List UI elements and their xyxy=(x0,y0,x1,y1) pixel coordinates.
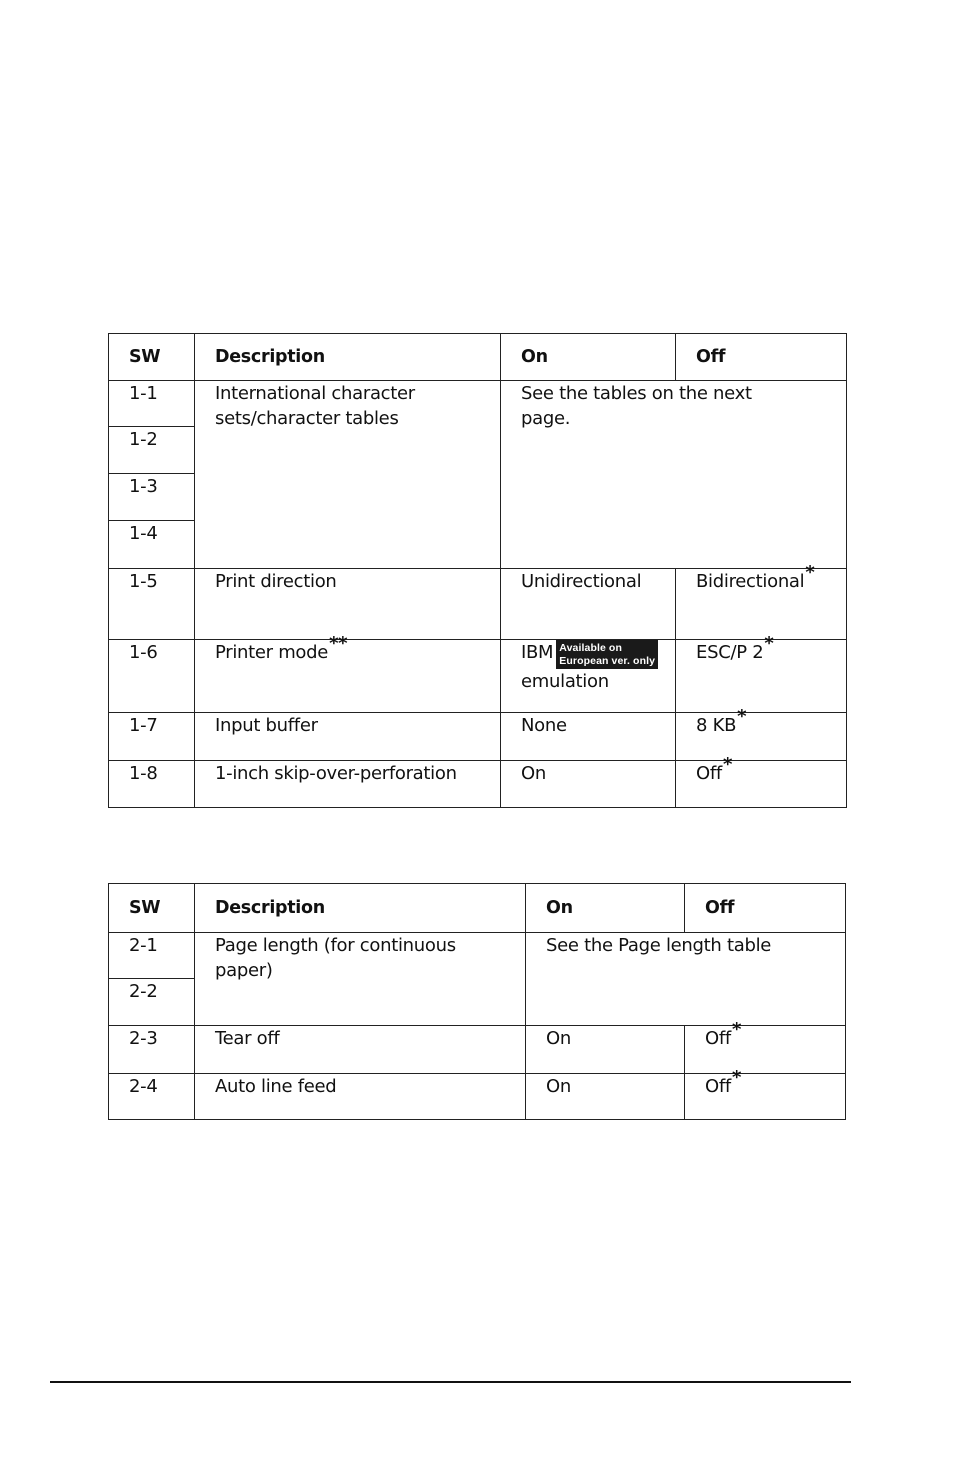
table-row xyxy=(109,1074,846,1120)
off-value-text: Off xyxy=(696,763,722,784)
value-cell xyxy=(501,381,847,569)
table-row xyxy=(109,761,847,808)
off-value xyxy=(676,754,847,808)
on-value xyxy=(501,640,676,713)
on-value-line: emulation xyxy=(521,671,609,692)
description-cell xyxy=(195,933,526,1026)
description-line: paper) xyxy=(215,960,273,981)
switch-number: 1-4 xyxy=(109,521,195,569)
switch-number: 1-1 xyxy=(109,381,195,427)
on-value-line xyxy=(521,640,675,669)
table-row xyxy=(109,933,846,979)
header-on: On xyxy=(501,334,676,381)
switch-number: 1-5 xyxy=(109,569,195,640)
off-value xyxy=(676,562,847,640)
table-header-row xyxy=(109,334,847,381)
switch-number: 1-6 xyxy=(109,640,195,713)
footer-rule xyxy=(50,1381,851,1383)
off-value-text: 8 KB xyxy=(696,715,737,736)
description-cell xyxy=(195,633,501,713)
table-row xyxy=(109,640,847,713)
header-off: Off xyxy=(685,884,846,933)
off-value-text: Bidirectional xyxy=(696,571,805,592)
on-value-text: IBM xyxy=(521,642,554,663)
off-value xyxy=(685,1067,846,1120)
default-mark: * xyxy=(805,562,815,583)
european-version-badge xyxy=(556,640,658,669)
default-mark: * xyxy=(731,1019,742,1040)
table-header-row xyxy=(109,884,846,933)
dip-switch-1-table xyxy=(108,333,847,808)
footnote-mark: ** xyxy=(329,633,348,654)
value-line: page. xyxy=(521,408,571,429)
table-row xyxy=(109,569,847,640)
default-mark: * xyxy=(737,706,747,727)
table-row xyxy=(109,713,847,761)
switch-number: 1-7 xyxy=(109,713,195,761)
description-cell: Input buffer xyxy=(195,713,501,761)
switch-number: 1-8 xyxy=(109,761,195,808)
on-value: Unidirectional xyxy=(501,569,676,640)
default-mark: * xyxy=(731,1067,742,1088)
header-description: Description xyxy=(195,884,526,933)
header-sw: SW xyxy=(109,884,195,933)
header-off: Off xyxy=(676,334,847,381)
off-value-text: ESC/P 2 xyxy=(696,642,764,663)
description-cell: Auto line feed xyxy=(195,1074,526,1120)
switch-number: 1-2 xyxy=(109,427,195,474)
badge-line: European ver. only xyxy=(559,655,656,667)
switch-number: 2-3 xyxy=(109,1026,195,1074)
switch-number: 2-4 xyxy=(109,1074,195,1120)
header-on: On xyxy=(526,884,685,933)
off-value-text: Off xyxy=(705,1076,731,1097)
description-cell: Print direction xyxy=(195,569,501,640)
off-value xyxy=(676,706,847,761)
description-cell: 1-inch skip-over-perforation xyxy=(195,761,501,808)
on-value: On xyxy=(501,761,676,808)
off-value-text: Off xyxy=(705,1028,731,1049)
header-sw: SW xyxy=(109,334,195,381)
description-line: sets/character tables xyxy=(215,408,399,429)
value-cell: See the Page length table xyxy=(526,933,846,1026)
description-text: Printer mode xyxy=(215,642,329,663)
description-cell: Tear off xyxy=(195,1026,526,1074)
off-value xyxy=(685,1019,846,1074)
table-row xyxy=(109,381,847,427)
off-value xyxy=(676,633,847,713)
default-mark: * xyxy=(764,633,774,654)
on-value: On xyxy=(526,1026,685,1074)
switch-number: 2-2 xyxy=(109,979,195,1026)
description-cell xyxy=(195,381,501,569)
badge-line: Available on xyxy=(559,642,622,654)
switch-number: 1-3 xyxy=(109,474,195,521)
on-value: None xyxy=(501,713,676,761)
description-line: Page length (for continuous xyxy=(215,935,456,956)
description-line: International character xyxy=(215,383,415,404)
header-description: Description xyxy=(195,334,501,381)
on-value: On xyxy=(526,1074,685,1120)
value-line: See the tables on the next xyxy=(521,383,752,404)
default-mark: * xyxy=(722,754,733,775)
dip-switch-2-table xyxy=(108,883,846,1120)
switch-number: 2-1 xyxy=(109,933,195,979)
